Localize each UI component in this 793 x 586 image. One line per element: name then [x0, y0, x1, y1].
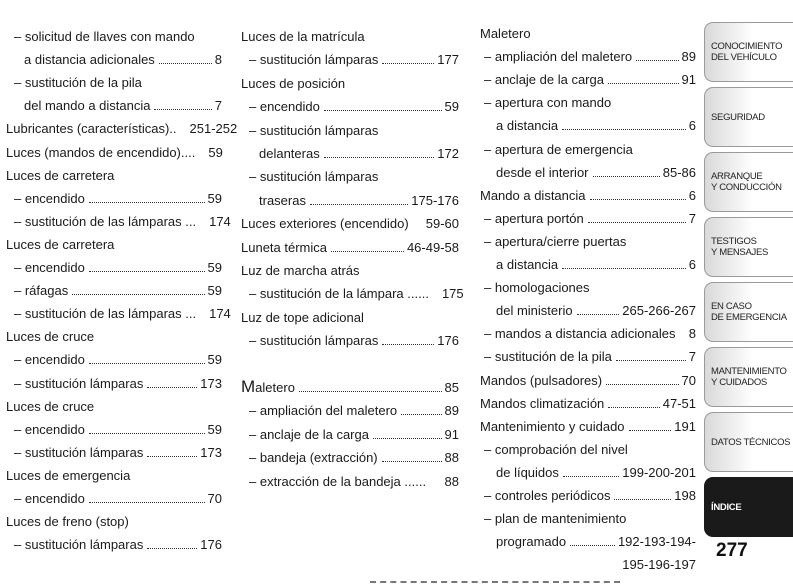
entry-page: 177 [437, 52, 459, 68]
entry-text: Luces de cruce [6, 329, 95, 345]
entry-text: Luces (mandos de encendido).... [6, 144, 196, 160]
entry-text: – sustitución de las lámparas ... [14, 306, 197, 322]
entry-page: 91 [681, 72, 696, 88]
entry-page: 173 [200, 375, 222, 391]
section-tab[interactable] [704, 412, 793, 472]
entry-text: – sustitución lámparas [14, 444, 144, 460]
dot-leader [382, 63, 434, 64]
entry-page: 176 [437, 333, 459, 349]
dot-leader [588, 222, 686, 223]
entry-text: – solicitud de llaves con mando [14, 29, 195, 44]
index-entry [6, 484, 222, 506]
entry-page: 70 [681, 372, 696, 388]
entry-page: 70 [207, 491, 222, 506]
entry-text: Luces de carretera [6, 167, 115, 183]
dot-leader [382, 461, 442, 462]
index-entry [480, 181, 696, 203]
entry-text: – apertura/cierre puertas [484, 233, 627, 249]
index-entry [6, 22, 222, 44]
dot-leader [629, 430, 672, 431]
dot-leader [159, 63, 212, 64]
dot-leader [563, 476, 619, 477]
entry-page: 199-200-201 [622, 464, 696, 480]
index-entry [480, 527, 696, 549]
index-entry [480, 19, 696, 41]
entry-page: 59 [208, 144, 223, 160]
index-entry [6, 461, 222, 483]
entry-page: 6 [688, 187, 696, 203]
dot-leader [373, 438, 442, 439]
entry-page: 59 [207, 352, 222, 368]
entry-text: – encendido [14, 421, 85, 437]
index-entry [241, 209, 459, 231]
entry-page: 8 [688, 326, 696, 342]
index-entry [6, 415, 222, 437]
dot-leader [382, 344, 434, 345]
index-entry [241, 350, 459, 372]
entry-text: – homologaciones [484, 280, 590, 296]
section-tab[interactable] [704, 347, 793, 407]
entry-text: Lubricantes (características).. [6, 121, 177, 137]
entry-page: 88 [444, 473, 459, 489]
entry-text: Mando a distancia [480, 187, 586, 203]
index-entry [241, 420, 459, 442]
index-entry [6, 530, 222, 552]
index-entry [480, 366, 696, 388]
entry-text: – encendido [14, 352, 85, 368]
dot-leader [562, 268, 686, 269]
index-entry [241, 162, 459, 184]
entry-text: – apertura portón [484, 210, 584, 226]
entry-text: del ministerio [496, 303, 573, 319]
index-entry [480, 550, 696, 572]
index-entry [6, 322, 222, 344]
entry-text: programado [496, 534, 567, 550]
section-tab[interactable] [704, 87, 793, 147]
section-tab[interactable] [704, 22, 793, 82]
entry-page: 195-196-197 [622, 557, 696, 573]
entry-page: 59 [207, 260, 222, 275]
entry-text: – encendido [249, 99, 320, 115]
index-entry [480, 412, 696, 434]
entry-text: de líquidos [496, 464, 559, 480]
entry-page: 46-49-58 [406, 239, 459, 255]
entry-page: 6 [688, 118, 696, 134]
entry-text: – sustitución lámparas [249, 122, 379, 138]
index-entry [241, 467, 459, 489]
entry-text: – ráfagas [14, 283, 69, 299]
entry-page: 6 [688, 257, 696, 272]
entry-page: 88 [444, 450, 459, 466]
dot-leader [401, 414, 441, 415]
entry-page: 8 [214, 52, 222, 68]
index-entry [241, 373, 459, 395]
entry-page: 174 [209, 306, 231, 322]
dot-leader [324, 157, 435, 158]
entry-text: – mandos a distancia adicionales [484, 326, 676, 342]
dot-leader [89, 363, 205, 364]
index-entry [480, 158, 696, 180]
entry-page: 59-60 [425, 216, 459, 232]
entry-text: – sustitución lámparas [249, 169, 379, 185]
entry-page: 251-252 [189, 121, 238, 137]
index-entry [6, 507, 222, 529]
dot-leader [608, 83, 679, 84]
entry-text: – bandeja (extracción) [249, 450, 378, 466]
index-entry [241, 279, 464, 302]
dot-leader [72, 294, 204, 295]
dot-leader [331, 251, 404, 252]
entry-text: – sustitución de la lámpara ...... [249, 286, 429, 302]
entry-text: – ampliación del maletero [249, 403, 398, 419]
entry-text: a distancia adicionales [24, 52, 155, 68]
index-entry [480, 135, 696, 157]
section-tab-label: TESTIGOS Y MENSAJES [711, 236, 769, 258]
entry-text: – sustitución lámparas [249, 52, 379, 68]
index-entry [480, 42, 696, 64]
entry-page: 173 [200, 444, 222, 460]
index-entry [480, 481, 696, 503]
entry-page: 175-176 [411, 192, 459, 208]
entry-text: – sustitución de las lámparas ... [14, 213, 197, 229]
entry-page: 176 [200, 537, 222, 553]
section-tab[interactable] [704, 282, 793, 342]
entry-text: – sustitución de la pila [14, 75, 142, 91]
entry-page: 192-193-194- [617, 534, 696, 550]
entry-text: – apertura con mando [484, 95, 612, 111]
entry-page: 174 [209, 213, 231, 229]
index-entry [241, 396, 459, 418]
dot-leader [606, 384, 678, 385]
index-entry [6, 299, 231, 322]
index-entry [241, 45, 459, 67]
dot-leader [570, 545, 615, 546]
section-tab-label: DATOS TÉCNICOS [711, 436, 791, 448]
index-entry [480, 296, 696, 318]
index-entry [241, 92, 459, 114]
section-tab[interactable] [704, 217, 793, 277]
entry-page: 85 [444, 380, 459, 395]
section-tab-label: EN CASO DE EMERGENCIA [711, 301, 787, 323]
index-entry [6, 184, 222, 206]
entry-page: 89 [444, 403, 459, 419]
entry-text: – apertura de emergencia [484, 141, 633, 157]
entry-text: – encendido [14, 491, 85, 506]
dot-leader [324, 110, 442, 111]
index-entry [6, 345, 222, 367]
index-entry [241, 303, 459, 325]
entry-page: 59 [207, 283, 222, 299]
index-entry [480, 458, 696, 480]
index-entry [241, 443, 459, 465]
entry-text: del mando a distancia [24, 98, 151, 114]
index-entry [6, 91, 222, 113]
entry-text: Mantenimiento y cuidado [480, 418, 625, 434]
dot-leader [636, 60, 678, 61]
entry-page: 191 [674, 418, 696, 434]
entry-text: a distancia [496, 257, 559, 272]
entry-text: a distancia [496, 118, 559, 134]
index-entry [6, 207, 231, 229]
entry-text: Luz de marcha atrás [241, 263, 360, 278]
dot-leader [154, 109, 211, 110]
entry-page: 172 [437, 146, 459, 161]
dot-leader [147, 387, 197, 388]
dot-leader [147, 548, 197, 549]
index-entry [480, 65, 696, 87]
dot-leader [562, 129, 686, 130]
bottom-divider [370, 581, 620, 583]
index-entry [480, 342, 696, 364]
index-entry [6, 276, 222, 298]
index-entry [480, 389, 696, 411]
entry-text: traseras [259, 192, 306, 208]
index-entry [241, 326, 459, 348]
index-entry [480, 227, 696, 249]
dot-leader [310, 204, 408, 205]
section-tab-label: ARRANQUE Y CONDUCCIÓN [711, 171, 782, 193]
entry-page: 7 [214, 98, 222, 114]
entry-text: – encendido [14, 190, 85, 206]
index-entry [480, 435, 696, 457]
index-entry [480, 273, 696, 295]
entry-page: 47-51 [662, 395, 696, 411]
entry-text: – ampliación del maletero [484, 49, 633, 65]
index-entry [480, 504, 696, 526]
index-entry [241, 256, 459, 278]
section-tab[interactable] [704, 152, 793, 212]
entry-page: 91 [444, 426, 459, 442]
section-tab-label: MANTENIMIENTO Y CUIDADOS [711, 366, 787, 388]
entry-page: 85-86 [662, 164, 696, 180]
entry-text: – anclaje de la carga [249, 426, 369, 442]
entry-text: – sustitución lámparas [14, 375, 144, 391]
index-entry [6, 161, 222, 183]
index-entry [241, 186, 459, 208]
entry-text: – encendido [14, 260, 85, 275]
index-entry [6, 45, 222, 67]
index-entry [6, 230, 222, 252]
dot-leader [590, 199, 686, 200]
dot-leader [299, 391, 442, 392]
index-entry [6, 253, 222, 275]
entry-text: – sustitución lámparas [249, 333, 379, 349]
section-tab-label: ÍNDICE [711, 501, 742, 513]
dot-leader [89, 502, 205, 503]
dot-leader [608, 407, 659, 408]
entry-text: delanteras [259, 146, 320, 161]
index-entry [6, 138, 222, 160]
index-entry [241, 69, 459, 91]
dot-leader [616, 360, 686, 361]
index-entry [6, 114, 238, 137]
entry-text: – anclaje de la carga [484, 72, 604, 88]
index-entry [241, 233, 459, 255]
entry-page: 59 [207, 190, 222, 206]
entry-text: – comprobación del nivel [484, 441, 628, 457]
index-entry [480, 204, 696, 226]
index-entry [480, 111, 696, 133]
entry-page: 7 [688, 210, 696, 226]
entry-text: – controles periódicos [484, 488, 611, 503]
entry-text: Luz de tope adicional [241, 309, 364, 325]
entry-text: Luces de cruce [6, 398, 95, 414]
dot-leader [577, 314, 620, 315]
entry-text: Luneta térmica [241, 239, 327, 255]
entry-text: Luces de carretera [6, 236, 115, 252]
entry-text: Luces de la matrícula [241, 29, 365, 44]
section-tab-label: CONOCIMIENTO DEL VEHÍCULO [711, 41, 783, 63]
index-entry [241, 139, 459, 161]
entry-text: – sustitución de la pila [484, 349, 612, 365]
entry-text: Luces exteriores (encendido) [241, 216, 409, 232]
dot-leader [89, 202, 205, 203]
dot-leader [147, 456, 197, 457]
index-entry [6, 68, 222, 90]
index-entry [480, 250, 696, 272]
section-tab-label: SEGURIDAD [711, 111, 765, 123]
dot-leader [593, 176, 660, 177]
entry-page: 59 [207, 421, 222, 437]
entry-page: 265-266-267 [622, 303, 696, 319]
dot-leader [89, 433, 205, 434]
index-entry [480, 88, 696, 110]
entry-text: Mandos (pulsadores) [480, 372, 603, 388]
entry-text: Luces de posición [241, 75, 346, 91]
entry-page: 7 [688, 349, 696, 365]
entry-text: Maletero [241, 377, 295, 396]
dot-leader [614, 499, 671, 500]
entry-page: 89 [681, 49, 696, 65]
section-tab[interactable] [704, 477, 793, 537]
entry-text: – extracción de la bandeja ...... [249, 473, 427, 489]
index-entry [6, 438, 222, 460]
entry-page: 175 [441, 286, 464, 302]
index-entry [480, 319, 696, 341]
dot-leader [89, 271, 205, 272]
entry-text: Luces de emergencia [6, 467, 131, 483]
index-entry [241, 116, 459, 138]
index-entry [241, 22, 459, 44]
entry-text: – plan de mantenimiento [484, 511, 627, 527]
index-entry [6, 392, 222, 414]
page-number: 277 [716, 540, 748, 561]
entry-text: desde el interior [496, 164, 589, 180]
entry-text: Mandos climatización [480, 395, 605, 411]
entry-text: Maletero [480, 26, 531, 41]
index-entry [6, 369, 222, 391]
entry-text: – sustitución lámparas [14, 537, 144, 553]
entry-page: 59 [444, 99, 459, 115]
entry-page: 198 [674, 488, 696, 503]
entry-text: Luces de freno (stop) [6, 514, 129, 530]
